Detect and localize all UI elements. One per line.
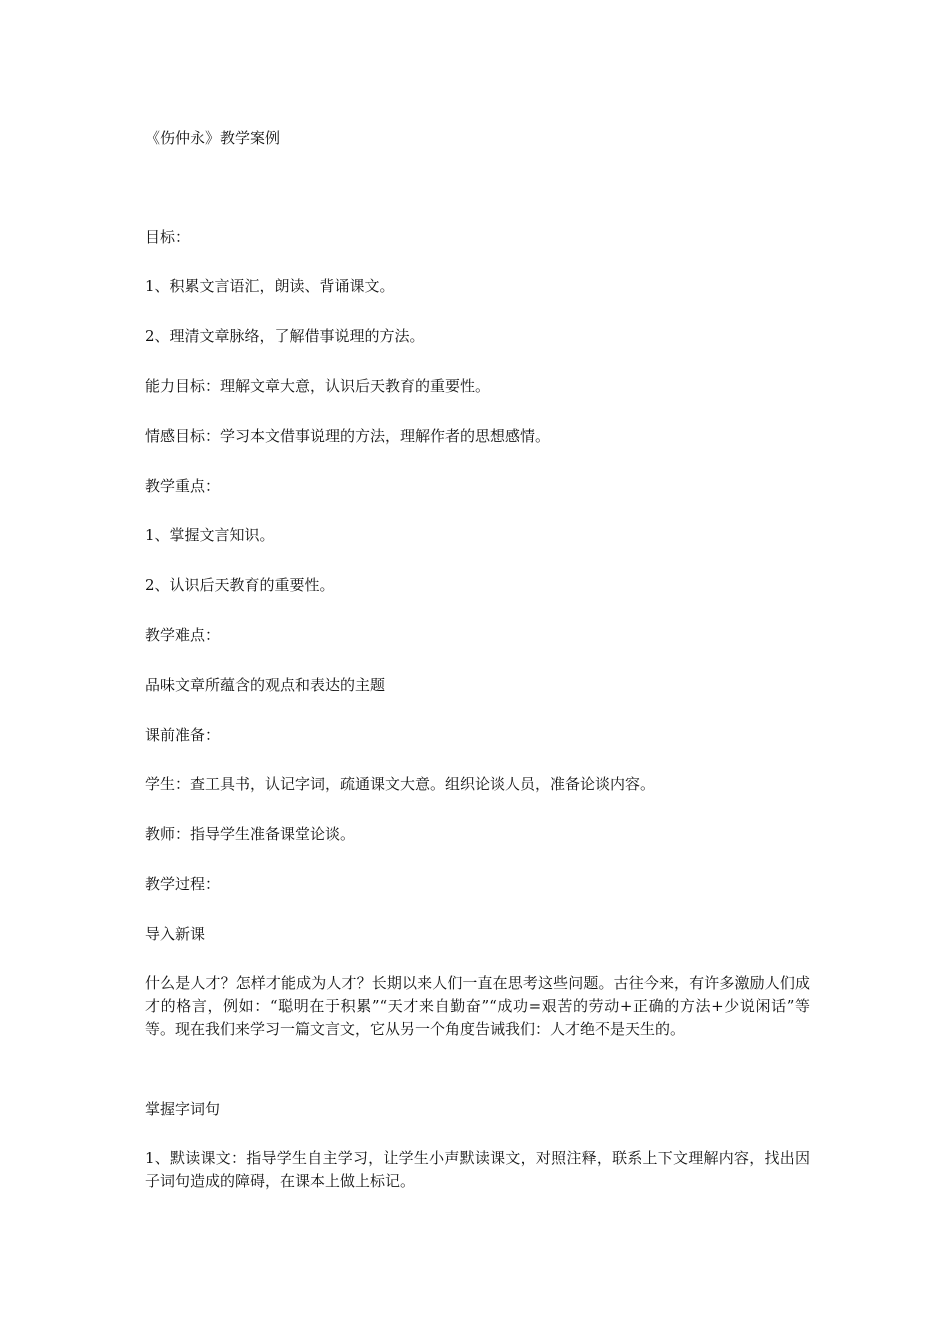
- paragraph-intro-heading: 导入新课: [145, 925, 206, 943]
- paragraph-objectives-heading: 目标：: [145, 228, 191, 246]
- paragraph-emotion-goal: 情感目标：学习本文借事说理的方法，理解作者的思想感情。: [145, 427, 551, 445]
- document-title: 《伤仲永》教学案例: [145, 129, 281, 147]
- paragraph-teacher-preparation: 教师：指导学生准备课堂论谈。: [145, 825, 356, 843]
- paragraph-difficulty: 品味文章所蕴含的观点和表达的主题: [145, 676, 386, 694]
- paragraph-key-point-1: 1、掌握文言知识。: [145, 526, 275, 544]
- paragraph-key-point-2: 2、认识后天教育的重要性。: [145, 576, 335, 594]
- paragraph-ability-goal: 能力目标：理解文章大意，认识后天教育的重要性。: [145, 377, 491, 395]
- paragraph-objective-1: 1、积累文言语汇，朗读、背诵课文。: [145, 277, 395, 295]
- paragraph-preparation-heading: 课前准备：: [145, 726, 221, 744]
- paragraph-section-heading: 掌握字词句: [145, 1100, 221, 1118]
- paragraph-difficulty-heading: 教学难点：: [145, 626, 221, 644]
- paragraph-process-heading: 教学过程：: [145, 875, 221, 893]
- paragraph-step-1: 1、默读课文：指导学生自主学习，让学生小声默读课文，对照注释，联系上下文理解内容，找出因子词句造成的障碍，在课本上做上标记。: [145, 1149, 810, 1190]
- paragraph-intro-text: 什么是人才？怎样才能成为人才？长期以来人们一直在思考这些问题。古往今来，有许多激励人们成才的格言，例如：“聪明在于积累”“天才来自勤奋”“成功=艰苦的劳动+正确的方法+少说闲话”等等。现在我们来学习一篇文言文，它从另一个角度告诫我们：人才绝不是天生的。: [145, 974, 810, 1038]
- paragraph-student-preparation: 学生：查工具书，认记字词，疏通课文大意。组织论谈人员，准备论谈内容。: [145, 775, 656, 793]
- paragraph-objective-2: 2、理清文章脉络，了解借事说理的方法。: [145, 327, 425, 345]
- paragraph-key-points-heading: 教学重点：: [145, 477, 221, 495]
